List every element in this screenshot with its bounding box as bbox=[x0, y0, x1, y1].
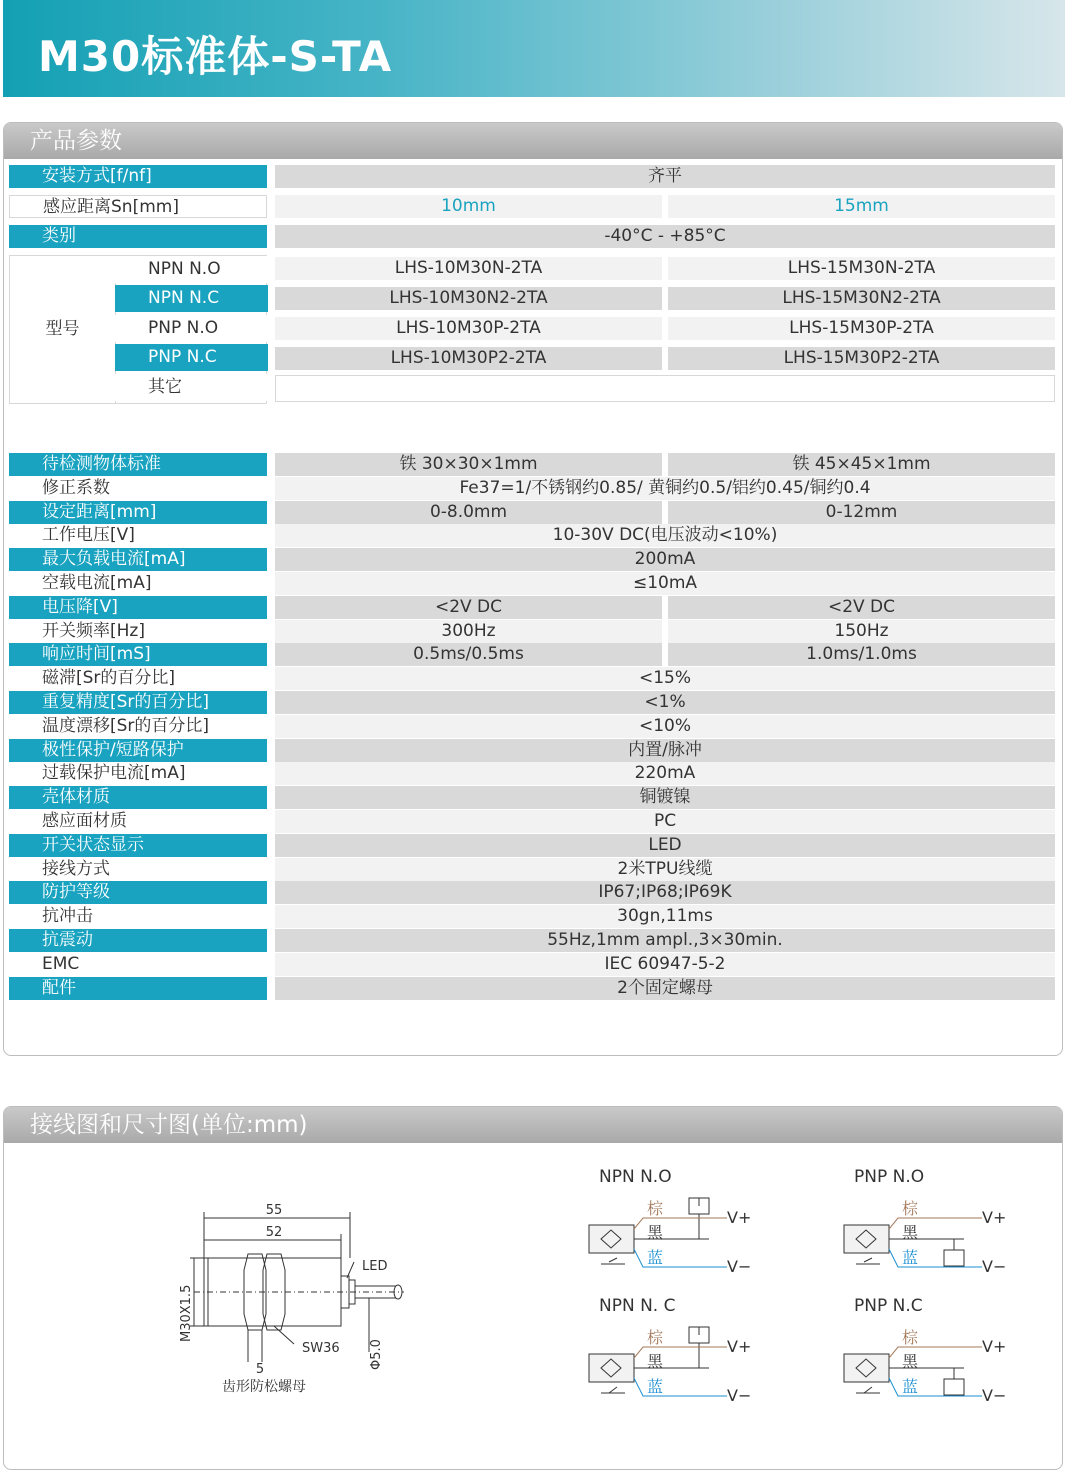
spec-value: 2米TPU线缆 bbox=[275, 858, 1055, 881]
spec-label: 过载保护电流[mA] bbox=[9, 762, 267, 785]
spec-label: 工作电压[V] bbox=[9, 524, 267, 547]
model-right: LHS-15M30N-2TA bbox=[668, 257, 1055, 280]
wire-black-label: 黑 bbox=[647, 1223, 664, 1242]
spec-label: 磁滞[Sr的百分比] bbox=[9, 667, 267, 690]
vminus-label: V− bbox=[982, 1257, 1007, 1276]
model-label: 型号 bbox=[10, 256, 116, 403]
spec-row bbox=[9, 762, 1059, 785]
wiring-title: PNP N.O bbox=[854, 1167, 925, 1187]
spec-row bbox=[9, 548, 1059, 571]
wire-brown-label: 棕 bbox=[647, 1199, 664, 1218]
spec-row bbox=[9, 691, 1059, 714]
spec-value: <1% bbox=[275, 691, 1055, 714]
sw-label: SW36 bbox=[302, 1341, 340, 1356]
spec-label: 重复精度[Sr的百分比] bbox=[9, 691, 267, 714]
table-row bbox=[9, 195, 1059, 218]
wire-black-label: 黑 bbox=[902, 1352, 919, 1371]
wire-black-label: 黑 bbox=[902, 1223, 919, 1242]
led-label: LED bbox=[362, 1259, 388, 1274]
wiring-diagram bbox=[579, 1291, 754, 1416]
wiring-diagram bbox=[834, 1291, 1009, 1416]
spec-label: EMC bbox=[9, 953, 267, 976]
row-label: 类别 bbox=[9, 225, 267, 248]
vplus-label: V+ bbox=[727, 1337, 752, 1356]
spec-label: 待检测物体标准 bbox=[9, 453, 267, 476]
spec-label: 壳体材质 bbox=[9, 786, 267, 809]
wire-black-label: 黑 bbox=[647, 1352, 664, 1371]
spec-value: 200mA bbox=[275, 548, 1055, 571]
spec-row bbox=[9, 810, 1059, 833]
spec-value: <15% bbox=[275, 667, 1055, 690]
spec-row bbox=[9, 834, 1059, 857]
nut-label: 齿形防松螺母 bbox=[222, 1379, 306, 1395]
spec-value: ≤10mA bbox=[275, 572, 1055, 595]
spec-value-left: 0.5ms/0.5ms bbox=[275, 643, 662, 666]
product-params-panel bbox=[3, 122, 1063, 1056]
spec-label: 抗震动 bbox=[9, 929, 267, 952]
spec-value-right: 铁 45×45×1mm bbox=[668, 453, 1055, 476]
spec-row bbox=[9, 667, 1059, 690]
section-title-params: 产品参数 bbox=[4, 123, 1062, 159]
spec-row bbox=[9, 953, 1059, 976]
spec-row bbox=[9, 739, 1059, 762]
table-row bbox=[9, 225, 1059, 248]
spec-value: 55Hz,1mm ampl.,3×30min. bbox=[275, 929, 1055, 952]
spec-row bbox=[9, 477, 1059, 500]
model-type: NPN N.C bbox=[115, 285, 268, 312]
spec-value-right: 150Hz bbox=[668, 620, 1055, 643]
spec-row bbox=[9, 524, 1059, 547]
spec-value: Fe37=1/不锈钢约0.85/ 黄铜约0.5/铝约0.45/铜约0.4 bbox=[275, 477, 1055, 500]
row-value-right: 15mm bbox=[668, 195, 1055, 218]
spec-label: 电压降[V] bbox=[9, 596, 267, 619]
model-left: LHS-10M30P2-2TA bbox=[275, 347, 662, 370]
vminus-label: V− bbox=[982, 1386, 1007, 1405]
wire-blue-label: 蓝 bbox=[902, 1248, 919, 1267]
vminus-label: V− bbox=[727, 1257, 752, 1276]
spec-value: IP67;IP68;IP69K bbox=[275, 881, 1055, 904]
model-left: LHS-10M30N-2TA bbox=[275, 257, 662, 280]
spec-value-right: 0-12mm bbox=[668, 501, 1055, 524]
wire-blue-label: 蓝 bbox=[647, 1248, 664, 1267]
row-value-left: 10mm bbox=[275, 195, 662, 218]
spec-value-right: <2V DC bbox=[668, 596, 1055, 619]
spec-label: 防护等级 bbox=[9, 881, 267, 904]
spec-label: 修正系数 bbox=[9, 477, 267, 500]
wiring-panel bbox=[3, 1106, 1063, 1470]
spec-value: 2个固定螺母 bbox=[275, 977, 1055, 1000]
wire-brown-label: 棕 bbox=[902, 1328, 919, 1347]
spec-row bbox=[9, 643, 1059, 666]
thread-label: M30X1.5 bbox=[179, 1284, 194, 1342]
spec-value: LED bbox=[275, 834, 1055, 857]
spec-label: 设定距离[mm] bbox=[9, 501, 267, 524]
model-right: LHS-15M30P-2TA bbox=[668, 317, 1055, 340]
spec-row bbox=[9, 977, 1059, 1000]
spec-row bbox=[9, 786, 1059, 809]
spec-value: 30gn,11ms bbox=[275, 905, 1055, 928]
spec-row bbox=[9, 881, 1059, 904]
wiring-title: PNP N.C bbox=[854, 1296, 923, 1316]
spec-value: 10-30V DC(电压波动<10%) bbox=[275, 524, 1055, 547]
model-type: PNP N.C bbox=[115, 344, 268, 371]
spec-row bbox=[9, 620, 1059, 643]
spec-value: <10% bbox=[275, 715, 1055, 738]
model-left: LHS-10M30N2-2TA bbox=[275, 287, 662, 310]
phi-label: Φ5.0 bbox=[369, 1339, 384, 1370]
wiring-title: NPN N.O bbox=[599, 1167, 672, 1187]
vplus-label: V+ bbox=[982, 1208, 1007, 1227]
spec-row bbox=[9, 453, 1059, 476]
spec-row bbox=[9, 929, 1059, 952]
spec-value-left: <2V DC bbox=[275, 596, 662, 619]
vplus-label: V+ bbox=[727, 1208, 752, 1227]
model-right: LHS-15M30P2-2TA bbox=[668, 347, 1055, 370]
spec-row bbox=[9, 715, 1059, 738]
spec-value-left: 0-8.0mm bbox=[275, 501, 662, 524]
vminus-label: V− bbox=[727, 1386, 752, 1405]
spec-row bbox=[9, 501, 1059, 524]
page-header bbox=[3, 0, 1065, 97]
spec-label: 响应时间[mS] bbox=[9, 643, 267, 666]
row-value: 齐平 bbox=[275, 165, 1055, 188]
wire-brown-label: 棕 bbox=[902, 1199, 919, 1218]
wire-blue-label: 蓝 bbox=[902, 1377, 919, 1396]
model-other-value bbox=[275, 375, 1055, 402]
spec-value: IEC 60947-5-2 bbox=[275, 953, 1055, 976]
spec-row bbox=[9, 858, 1059, 881]
spec-value-left: 铁 30×30×1mm bbox=[275, 453, 662, 476]
model-block bbox=[9, 255, 267, 404]
spec-value: 内置/脉冲 bbox=[275, 739, 1055, 762]
spec-label: 抗冲击 bbox=[9, 905, 267, 928]
model-type: 其它 bbox=[115, 374, 268, 401]
table-row bbox=[9, 165, 1059, 188]
spec-row bbox=[9, 572, 1059, 595]
spec-label: 接线方式 bbox=[9, 858, 267, 881]
spec-row bbox=[9, 905, 1059, 928]
row-label: 感应距离Sn[mm] bbox=[9, 195, 267, 218]
spec-value-right: 1.0ms/1.0ms bbox=[668, 643, 1055, 666]
page-title: M30标准体-S-TA bbox=[38, 32, 393, 81]
spec-label: 感应面材质 bbox=[9, 810, 267, 833]
spec-label: 空载电流[mA] bbox=[9, 572, 267, 595]
dim-55: 55 bbox=[265, 1203, 283, 1218]
spec-value: 铜镀镍 bbox=[275, 786, 1055, 809]
dimension-drawing bbox=[164, 1192, 434, 1412]
wiring-title: 接线图和尺寸图 bbox=[30, 1112, 191, 1138]
spec-row bbox=[9, 596, 1059, 619]
dim-52: 52 bbox=[265, 1225, 283, 1240]
spec-label: 温度漂移[Sr的百分比] bbox=[9, 715, 267, 738]
spec-label: 最大负载电流[mA] bbox=[9, 548, 267, 571]
spec-value: 220mA bbox=[275, 762, 1055, 785]
row-label: 安装方式[f/nf] bbox=[9, 165, 267, 188]
wiring-diagram bbox=[579, 1162, 754, 1287]
spec-label: 配件 bbox=[9, 977, 267, 1000]
model-right: LHS-15M30N2-2TA bbox=[668, 287, 1055, 310]
wire-brown-label: 棕 bbox=[647, 1328, 664, 1347]
unit-label: (单位:mm) bbox=[191, 1112, 308, 1138]
spec-label: 极性保护/短路保护 bbox=[9, 739, 267, 762]
wiring-diagram bbox=[834, 1162, 1009, 1287]
spec-value-left: 300Hz bbox=[275, 620, 662, 643]
spec-label: 开关频率[Hz] bbox=[9, 620, 267, 643]
spec-value: PC bbox=[275, 810, 1055, 833]
spec-label: 开关状态显示 bbox=[9, 834, 267, 857]
model-type: PNP N.O bbox=[115, 315, 268, 342]
section-title-wiring bbox=[4, 1107, 1062, 1143]
model-left: LHS-10M30P-2TA bbox=[275, 317, 662, 340]
row-value: -40°C - +85°C bbox=[275, 225, 1055, 248]
dim-5: 5 bbox=[255, 1362, 265, 1377]
wiring-title: NPN N. C bbox=[599, 1296, 676, 1316]
model-type: NPN N.O bbox=[115, 256, 268, 283]
wire-blue-label: 蓝 bbox=[647, 1377, 664, 1396]
vplus-label: V+ bbox=[982, 1337, 1007, 1356]
